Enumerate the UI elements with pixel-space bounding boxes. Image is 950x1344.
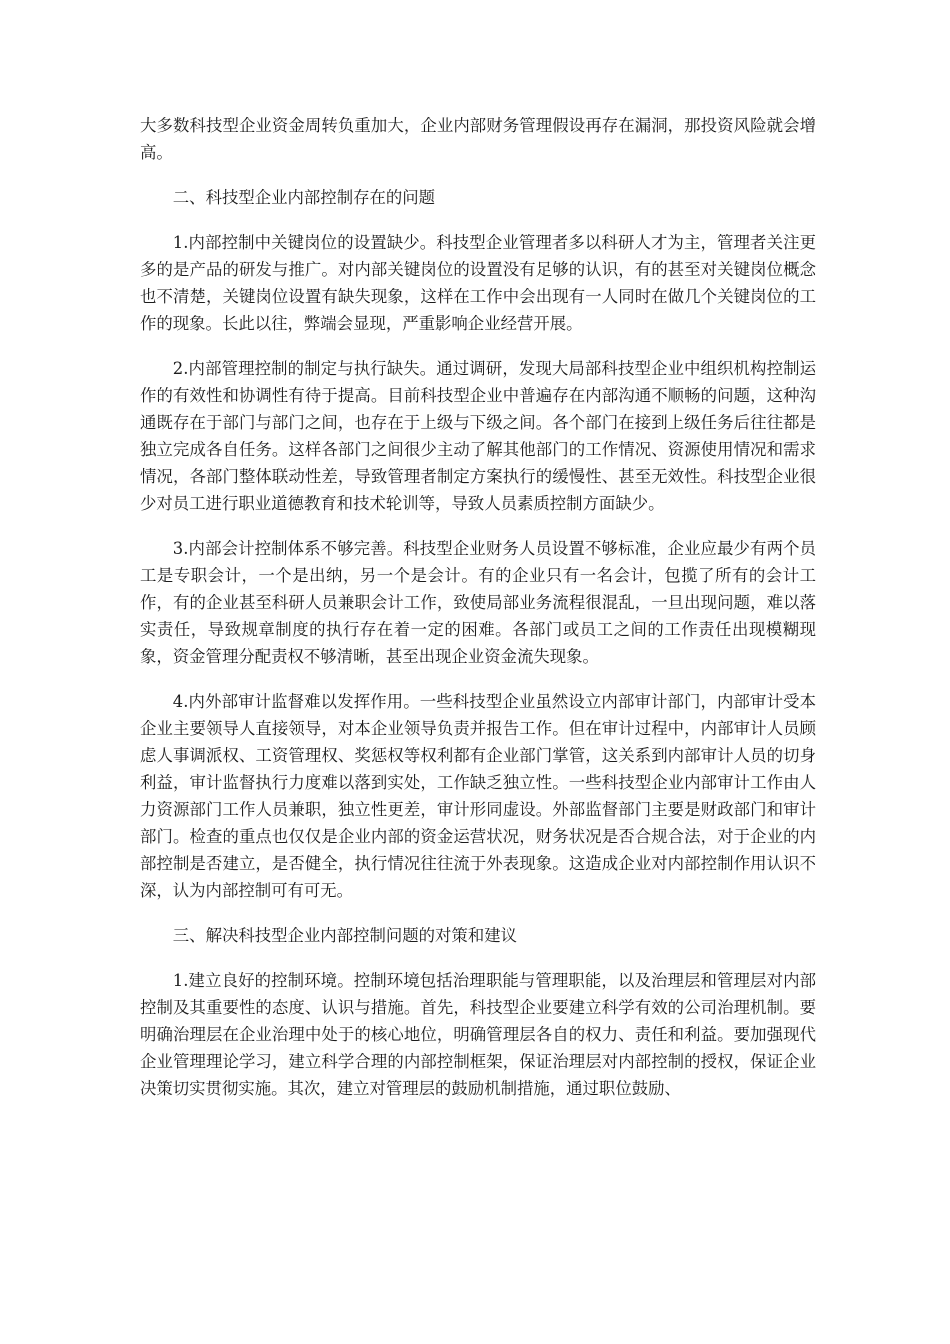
- paragraph-2-2: 2.内部管理控制的制定与执行缺失。通过调研，发现大局部科技型企业中组织机构控制运作的有效性和协调性有待于提高。目前科技型企业中普遍存在内部沟通不顺畅的问题，这种沟通既存在于部门与部门之间，也存在于上级与下级之间。各个部门在接到上级任务后往往都是独立完成各自任务。这样各部门之间很少主动了解其他部门的工作情况、资源使用情况和需求情况，各部门整体联动性差，导致管理者制定方案执行的缓慢性、甚至无效性。科技型企业很少对员工进行职业道德教育和技术轮训等，导致人员素质控制方面缺少。: [140, 359, 816, 513]
- paragraph-2-4: 4.内外部审计监督难以发挥作用。一些科技型企业虽然设立内部审计部门，内部审计受本企业主要领导人直接领导，对本企业领导负责并报告工作。但在审计过程中，内部审计人员顾虑人事调派权、工资管理权、奖惩权等权利都有企业部门掌管，这关系到内部审计人员的切身利益，审计监督执行力度难以落到实处，工作缺乏独立性。一些科技型企业内部审计工作由人力资源部门工作人员兼职，独立性更差，审计形同虚设。外部监督部门主要是财政部门和审计部门。检查的重点也仅仅是企业内部的资金运营状况，财务状况是否合规合法，对于企业的内部控制是否建立，是否健全，执行情况往往流于外表现象。这造成企业对内部控制作用认识不深，认为内部控制可有可无。: [140, 692, 816, 900]
- section-heading-3: 三、解决科技型企业内部控制问题的对策和建议: [172, 926, 517, 945]
- section-heading-2: 二、科技型企业内部控制存在的问题: [172, 188, 436, 207]
- paragraph-2-1: 1.内部控制中关键岗位的设置缺少。科技型企业管理者多以科研人才为主，管理者关注更多的是产品的研发与推广。对内部关键岗位的设置没有足够的认识，有的甚至对关键岗位概念也不清楚，关键岗位设置有缺失现象，这样在工作中会出现有一人同时在做几个关键岗位的工作的现象。长此以往，弊端会显现，严重影响企业经营开展。: [140, 233, 816, 333]
- paragraph-continuation: 大多数科技型企业资金周转负重加大，企业内部财务管理假设再存在漏洞，那投资风险就会增高。: [140, 116, 816, 162]
- paragraph-3-1: 1.建立良好的控制环境。控制环境包括治理职能与管理职能，以及治理层和管理层对内部控制及其重要性的态度、认识与措施。首先，科技型企业要建立科学有效的公司治理机制。要明确治理层在企业治理中处于的核心地位，明确管理层各自的权力、责任和利益。要加强现代企业管理理论学习，建立科学合理的内部控制框架，保证治理层对内部控制的授权，保证企业决策切实贯彻实施。其次，建立对管理层的鼓励机制措施，通过职位鼓励、: [140, 971, 816, 1098]
- document-body: [140, 112, 816, 1102]
- paragraph-2-3: 3.内部会计控制体系不够完善。科技型企业财务人员设置不够标准，企业应最少有两个员工是专职会计，一个是出纳，另一个是会计。有的企业只有一名会计，包揽了所有的会计工作，有的企业甚至科研人员兼职会计工作，致使局部业务流程很混乱，一旦出现问题，难以落实责任，导致规章制度的执行存在着一定的困难。各部门或员工之间的工作责任出现模糊现象，资金管理分配责权不够清晰，甚至出现企业资金流失现象。: [140, 539, 816, 666]
